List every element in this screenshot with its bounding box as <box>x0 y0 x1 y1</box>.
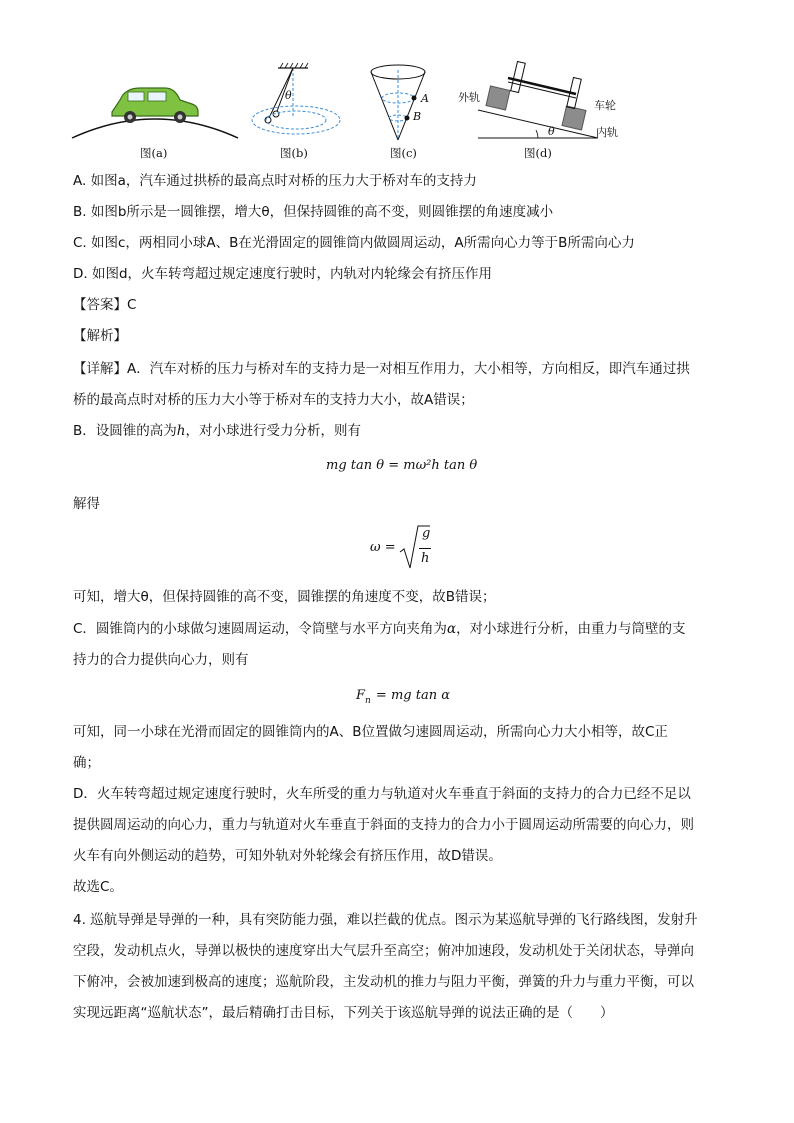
equation-3-sub: n <box>365 696 371 707</box>
question4-line3: 下俯冲，会被加速到极高的速度；巡航阶段，主发动机的推力与阻力平衡，弹簧的升力与重力平衡，可以 <box>73 974 694 990</box>
option-a: A. 如图a，汽车通过拱桥的最高点时对桥的压力大于桥对车的支持力 <box>73 173 477 189</box>
option-c: C. 如图c，两相同小球A、B在光滑固定的圆锥筒内做圆周运动，A所需向心力等于B所需向心力 <box>73 235 635 251</box>
detail-d-line1: D．火车转弯超过规定速度行驶时，火车所受的重力与轨道对火车垂直于斜面的支持力的合力已经不足以 <box>73 786 691 802</box>
option-b: B. 如图b所示是一圆锥摆，增大θ，但保持圆锥的高不变，则圆锥摆的角速度减小 <box>73 204 554 220</box>
figure-d-theta: θ <box>548 125 555 138</box>
conclusion: 故选C。 <box>73 879 123 895</box>
option-d: D. 如图d，火车转弯超过规定速度行驶时，内轨对内轮缘会有挤压作用 <box>73 266 493 282</box>
question4-line2: 空段，发动机点火，导弹以极快的速度穿出大气层升至高空；俯冲加速段，发动机处于关闭状态，导弹向 <box>73 943 694 959</box>
figure-d-caption: 图(d) <box>524 146 552 160</box>
detail-a-text1: A．汽车对桥的压力与桥对车的支持力是一对相互作用力，大小相等，方向相反，即汽车通过拱 <box>127 361 690 377</box>
car-icon <box>112 88 198 123</box>
figure-a-car-on-bridge <box>70 60 240 140</box>
detail-d-line3: 火车有向外侧运动的趋势，可知外轨对外轮缘会有挤压作用，故D错误。 <box>73 848 502 864</box>
detail-c-post: ，对小球进行分析，由重力与筒壁的支 <box>456 621 686 637</box>
detail-b-post: ，对小球进行受力分析，则有 <box>185 423 361 439</box>
detail-label: 【详解】 <box>73 361 127 377</box>
figure-c-label-b: B <box>413 110 422 123</box>
figure-d-inner-rail: 内轨 <box>596 126 618 139</box>
detail-c-line2: 持力的合力提供向心力，则有 <box>73 652 249 668</box>
solve-label: 解得 <box>73 496 100 512</box>
detail-a-line2: 桥的最高点时对桥的压力大小等于桥对车的支持力大小，故A错误； <box>73 392 474 408</box>
detail-c-alpha: α <box>446 621 457 637</box>
answer-label: 【答案】 <box>73 297 127 313</box>
equation-3-rhs: = mg tan α <box>375 688 450 703</box>
detail-b-conclusion: 可知，增大θ，但保持圆锥的高不变，圆锥摆的角速度不变，故B错误； <box>73 589 496 605</box>
detail-a-line1 <box>73 359 690 379</box>
equation-2-denominator: h <box>421 551 430 566</box>
figure-c-caption: 图(c) <box>390 146 417 160</box>
detail-c-conclusion1: 可知，同一小球在光滑而固定的圆锥筒内的A、B位置做匀速圆周运动，所需向心力大小相等，故C正 <box>73 724 668 740</box>
fraction-bar <box>419 548 431 549</box>
equation-2-numerator: g <box>422 526 431 541</box>
figure-c-label-a: A <box>421 92 429 105</box>
figure-d-outer-rail: 外轨 <box>458 91 480 104</box>
figure-b-theta: θ <box>285 89 292 102</box>
analysis-label: 【解析】 <box>73 328 127 344</box>
equation-3-lhs: F <box>356 688 366 703</box>
equation-1: mg tan θ = mω²h tan θ <box>326 458 478 473</box>
answer-value: C <box>127 297 137 313</box>
detail-c-pre: C．圆锥筒内的小球做匀速圆周运动，令筒壁与水平方向夹角为 <box>73 621 447 637</box>
question4-line4: 实现远距离“巡航状态”，最后精确打击目标，下列关于该巡航导弹的说法正确的是（ ） <box>73 1005 614 1021</box>
detail-b-var: h <box>176 423 186 439</box>
figure-b-caption: 图(b) <box>280 146 308 160</box>
equation-3 <box>356 684 450 706</box>
detail-c-conclusion2: 确； <box>73 755 100 771</box>
detail-d-line2: 提供圆周运动的向心力，重力与轨道对火车垂直于斜面的支持力的合力小于圆周运动所需要的向心力，则 <box>73 817 694 833</box>
answer-line <box>73 295 136 315</box>
detail-b-pre: B．设圆锥的高为 <box>73 423 177 439</box>
figure-d-wheel: 车轮 <box>594 99 616 112</box>
equation-2-lhs: ω = <box>370 540 396 555</box>
detail-c-line1 <box>73 619 686 639</box>
figure-b-conical-pendulum <box>248 62 348 142</box>
figure-a-caption: 图(a) <box>140 146 168 160</box>
question4-line1: 4. 巡航导弹是导弹的一种，具有突防能力强，难以拦截的优点。图示为某巡航导弹的飞行路线图，发射升 <box>73 912 698 928</box>
detail-b-line <box>73 421 361 441</box>
